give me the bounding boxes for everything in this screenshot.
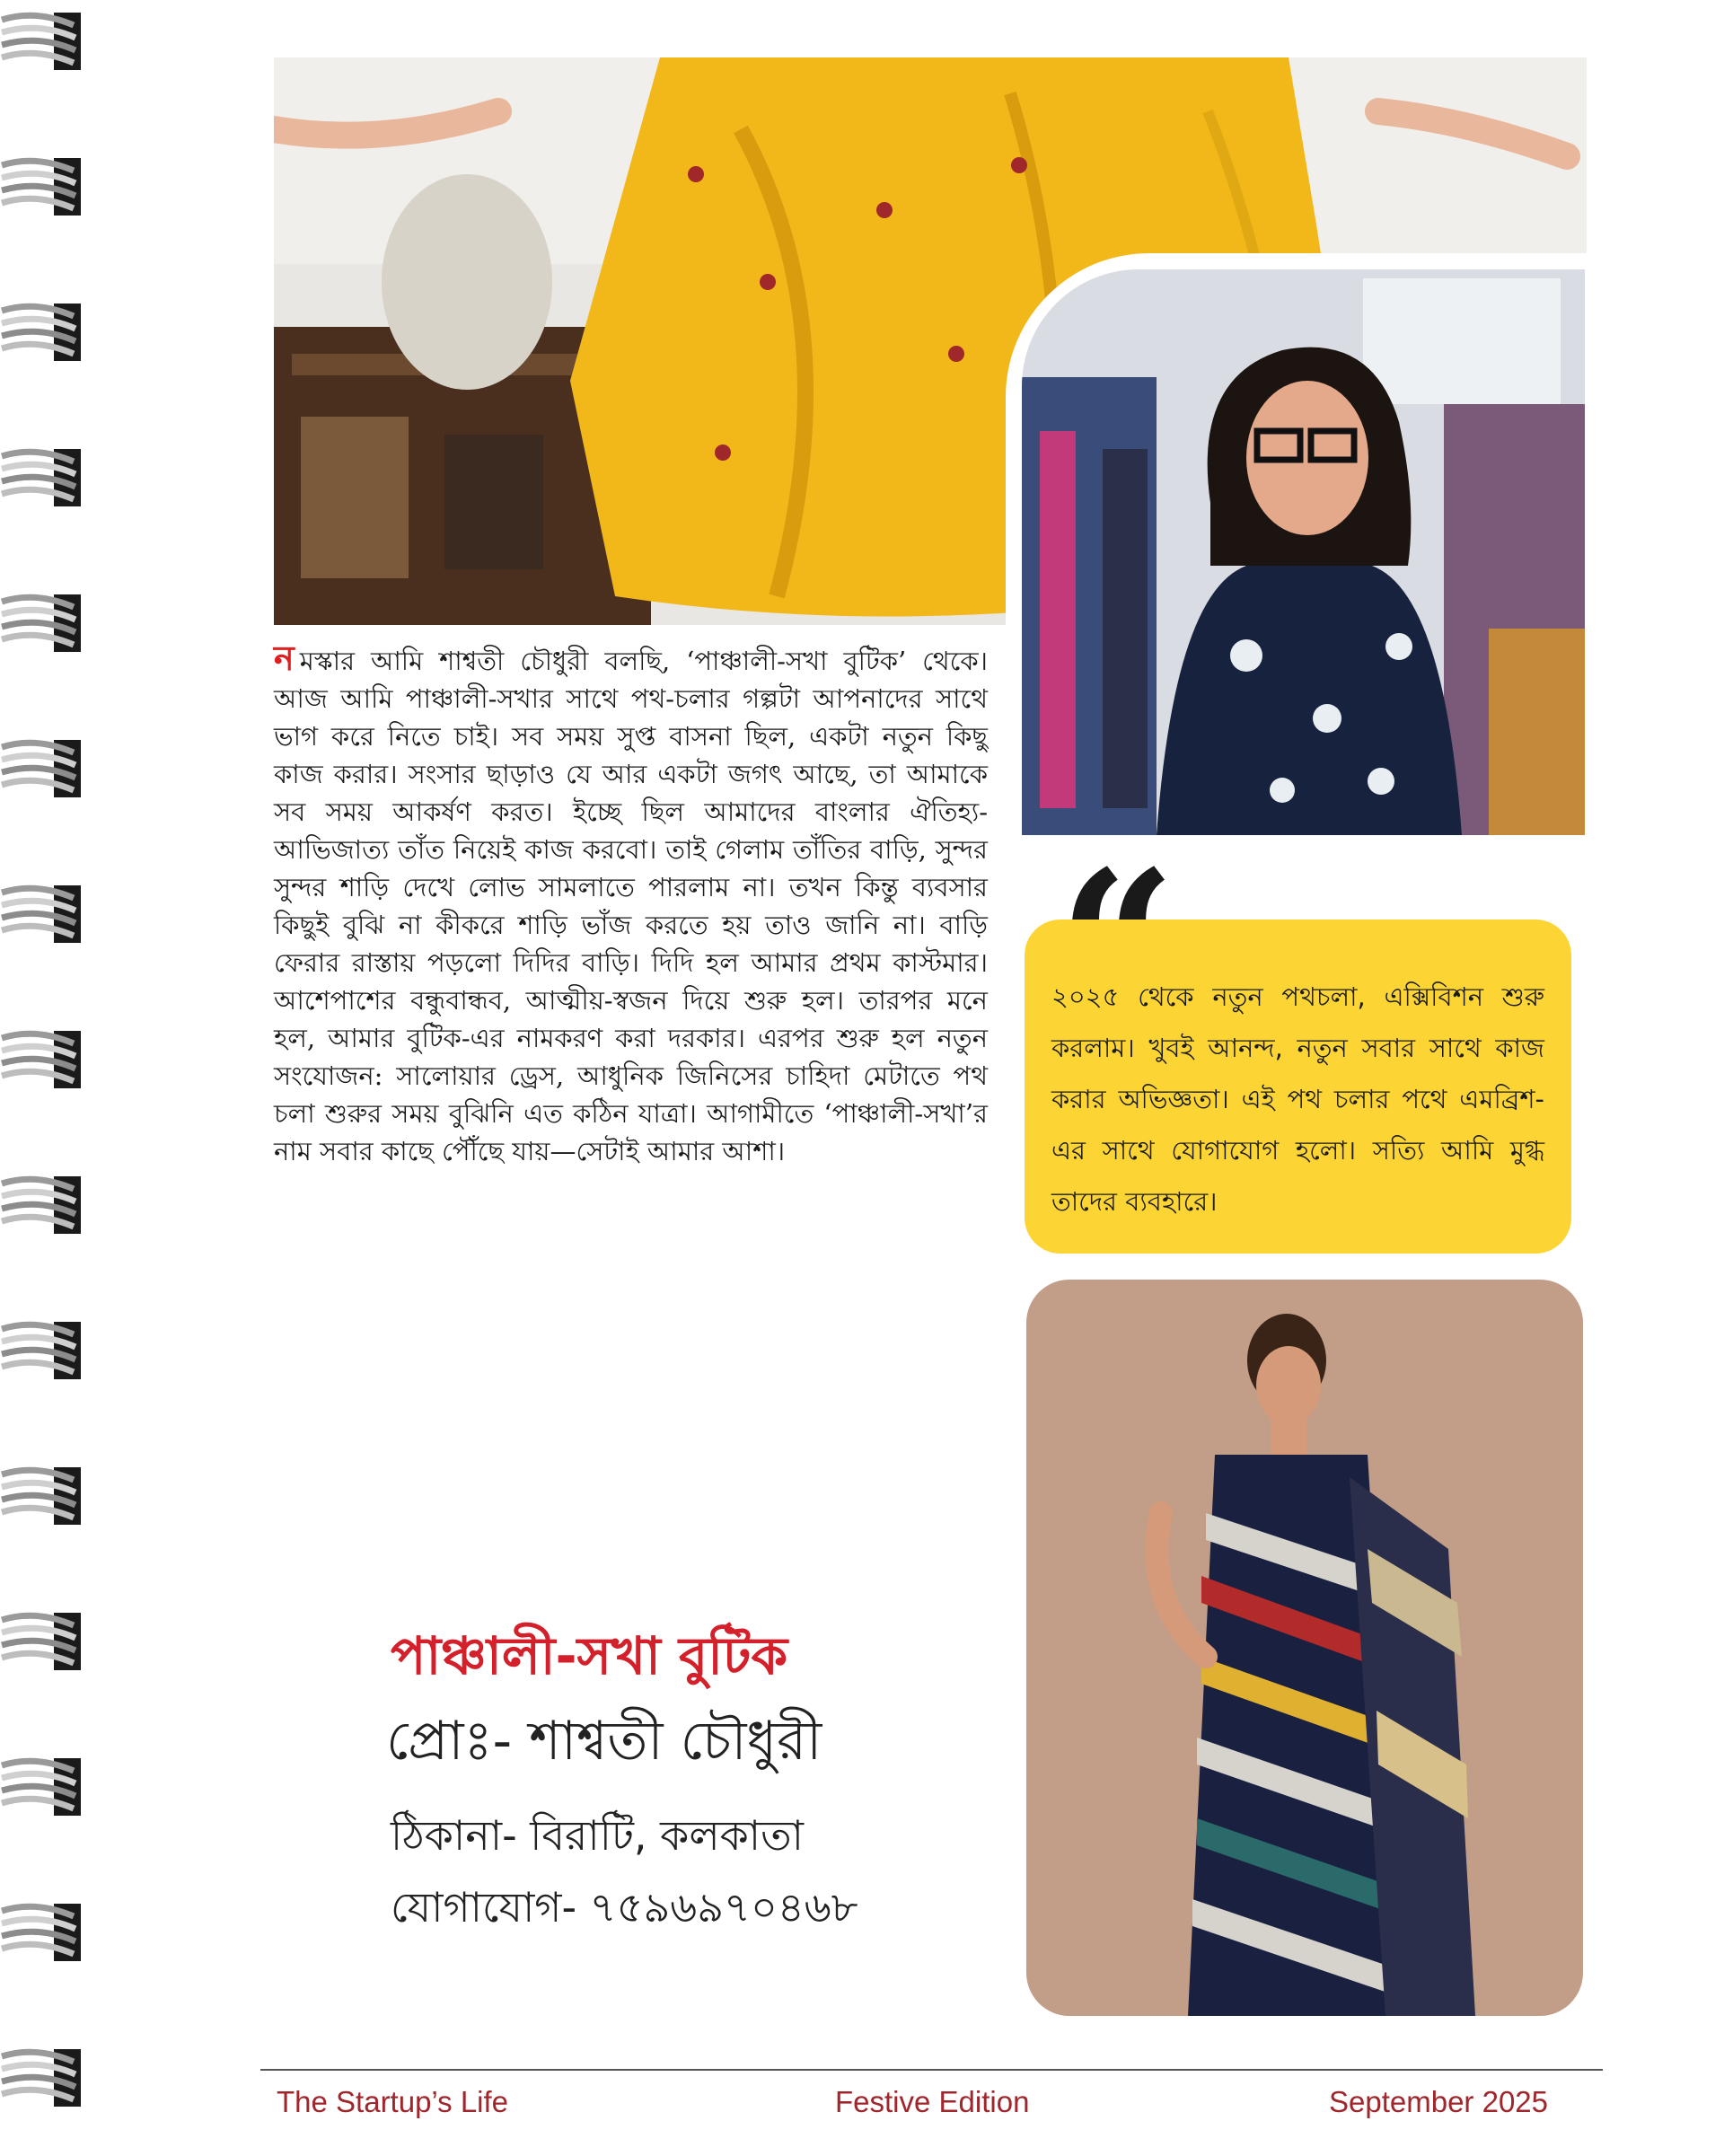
business-name: পাঞ্চালী-সখা বুটিক xyxy=(391,1625,788,1686)
portrait-photo-owner xyxy=(1022,269,1585,835)
pull-quote-text: ২০২৫ থেকে নতুন পথচলা, এক্সিবিশন শুরু করলাম। খুবই আনন্দ, নতুন সবার সাথে কাজ করার অভিজ্ঞতা। এই পথ চলার পথে এমব্রিশ-এর সাথে যোগাযোগ হলো। সত্যি আমি মুগ্ধ তাদের ব্যবহারে। xyxy=(1051,981,1544,1217)
spiral-binding xyxy=(0,0,90,2156)
footer-edition: Festive Edition xyxy=(835,2085,1030,2118)
article-text: মস্কার আমি শাশ্বতী চৌধুরী বলছি, ‘পাঞ্চালী-সখা বুটিক’ থেকে। আজ আমি পাঞ্চালী-সখার সাথে পথ-চলার গল্পটা আপনাদের সাথে ভাগ করে নিতে চাই। সব সময় সুপ্ত বাসনা ছিল, একটা নতুন কিছু কাজ করার। সংসার ছাড়াও যে আর একটা জগৎ আছে, তা আমাকে সব সময় আকর্ষণ করত। ইচ্ছে ছিল আমাদের বাংলার ঐতিহ্য-আভিজাত্য তাঁত নিয়েই কাজ করবো। তাই গেলাম তাঁতির বাড়ি, সুন্দর সুন্দর শাড়ি দেখে লোভ সামলাতে পারলাম না। তখন কিন্তু ব্যবসার কিছুই বুঝি না কীকরে শাড়ি ভাঁজ করতে হয় তাও জানি না। বাড়ি ফেরার রাস্তায় পড়লো দিদির বাড়ি। দিদি হল আমার প্রথম কাস্টমার। আশেপাশের বন্ধুবান্ধব, আত্মীয়-স্বজন দিয়ে শুরু হল। তারপর মনে হল, আমার বুটিক-এর নামকরণ করা দরকার। এরপর শুরু হল নতুন সংযোজন: সালোয়ার ড্রেস, আধুনিক জিনিসের চাহিদা মেটাতে পথ চলা শুরুর সময় বুঝিনি এত কঠিন যাত্রা। আগামীতে ‘পাঞ্চালী-সখা’র নাম সবার কাছে পৌঁছে যায়—সেটাই আমার আশা। xyxy=(274,646,988,1166)
footer-divider xyxy=(260,2069,1603,2071)
saree-model-photo xyxy=(1026,1280,1583,2016)
drop-cap: ন xyxy=(274,638,295,678)
article-body xyxy=(274,639,988,1170)
footer-date: September 2025 xyxy=(1329,2085,1549,2118)
business-phone: যোগাযোগ- ৭৫৯৬৯৭০৪৬৮ xyxy=(391,1883,858,1932)
pull-quote xyxy=(1025,920,1571,1254)
business-address: ঠিকানা- বিরাটি, কলকাতা xyxy=(391,1811,804,1860)
footer-publication-name: The Startup’s Life xyxy=(277,2085,509,2118)
proprietor-name: প্রোঃ- শাশ্বতী চৌধুরী xyxy=(386,1710,822,1773)
